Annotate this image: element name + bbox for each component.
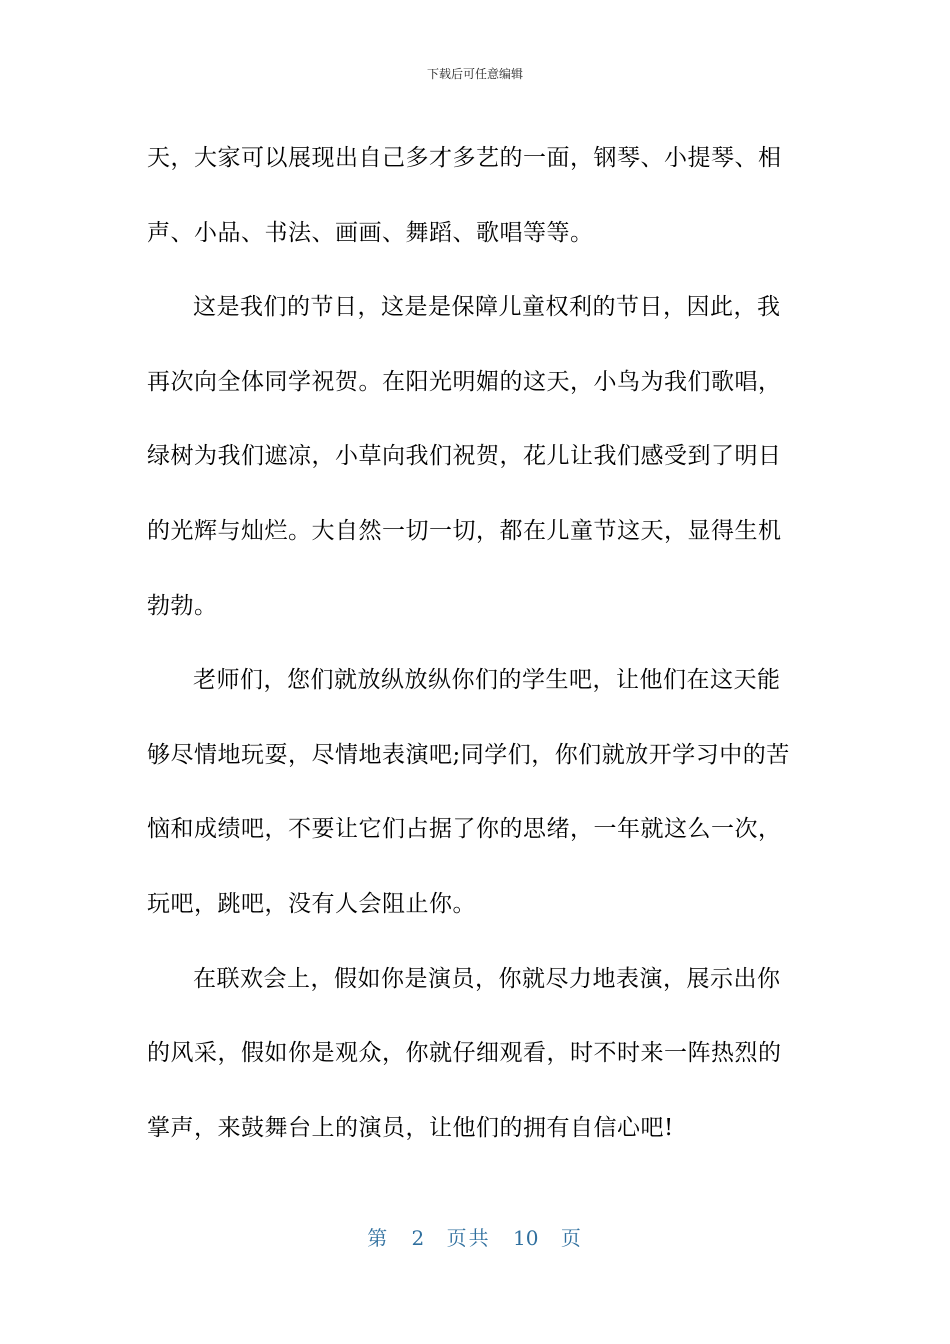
- paragraph-line: 绿树为我们遮凉，小草向我们祝贺，花儿让我们感受到了明日: [147, 443, 782, 470]
- paragraph-line: 恼和成绩吧，不要让它们占据了你的思绪，一年就这么一次，: [147, 816, 782, 843]
- header-note: 下载后可任意编辑: [426, 67, 523, 81]
- paragraph-line: 够尽情地玩耍，尽情地表演吧;同学们，你们就放开学习中的苦: [147, 741, 790, 768]
- paragraph-line: 声、小品、书法、画画、舞蹈、歌唱等等。: [147, 219, 594, 246]
- paragraph-3: [147, 643, 807, 941]
- paragraph-line: 的光辉与灿烂。大自然一切一切，都在儿童节这天，显得生机: [147, 517, 782, 544]
- paragraph-line: 天，大家可以展现出自己多才多艺的一面，钢琴、小提琴、相: [147, 145, 782, 171]
- footer-prefix: 第: [367, 1226, 390, 1250]
- page-footer: [0, 1224, 950, 1252]
- paragraph-line: 这是我们的节日，这是是保障儿童权利的节日，因此，我: [193, 294, 781, 321]
- paragraph-line: 的风采，假如你是观众，你就仔细观看，时不时来一阵热烈的: [147, 1040, 782, 1067]
- paragraph-line: 在联欢会上，假如你是演员，你就尽力地表演，展示出你: [193, 965, 781, 992]
- footer-total-pages: 10: [513, 1226, 539, 1250]
- footer-current-page: 2: [411, 1226, 425, 1250]
- paragraph-line: 再次向全体同学祝贺。在阳光明媚的这天，小鸟为我们歌唱，: [147, 368, 782, 395]
- paragraph-line: 玩吧，跳吧，没有人会阻止你。: [147, 890, 476, 917]
- paragraph-1: [147, 121, 807, 270]
- paragraph-line: 老师们，您们就放纵放纵你们的学生吧，让他们在这天能: [193, 667, 781, 694]
- footer-suffix: 页: [560, 1226, 583, 1250]
- footer-middle: 页共: [446, 1226, 491, 1250]
- body-text: [147, 121, 807, 1165]
- paragraph-line: 掌声，来鼓舞台上的演员，让他们的拥有自信心吧!: [147, 1114, 674, 1141]
- paragraph-2: [147, 270, 807, 643]
- paragraph-4: [147, 942, 807, 1166]
- paragraph-line: 勃勃。: [147, 592, 218, 619]
